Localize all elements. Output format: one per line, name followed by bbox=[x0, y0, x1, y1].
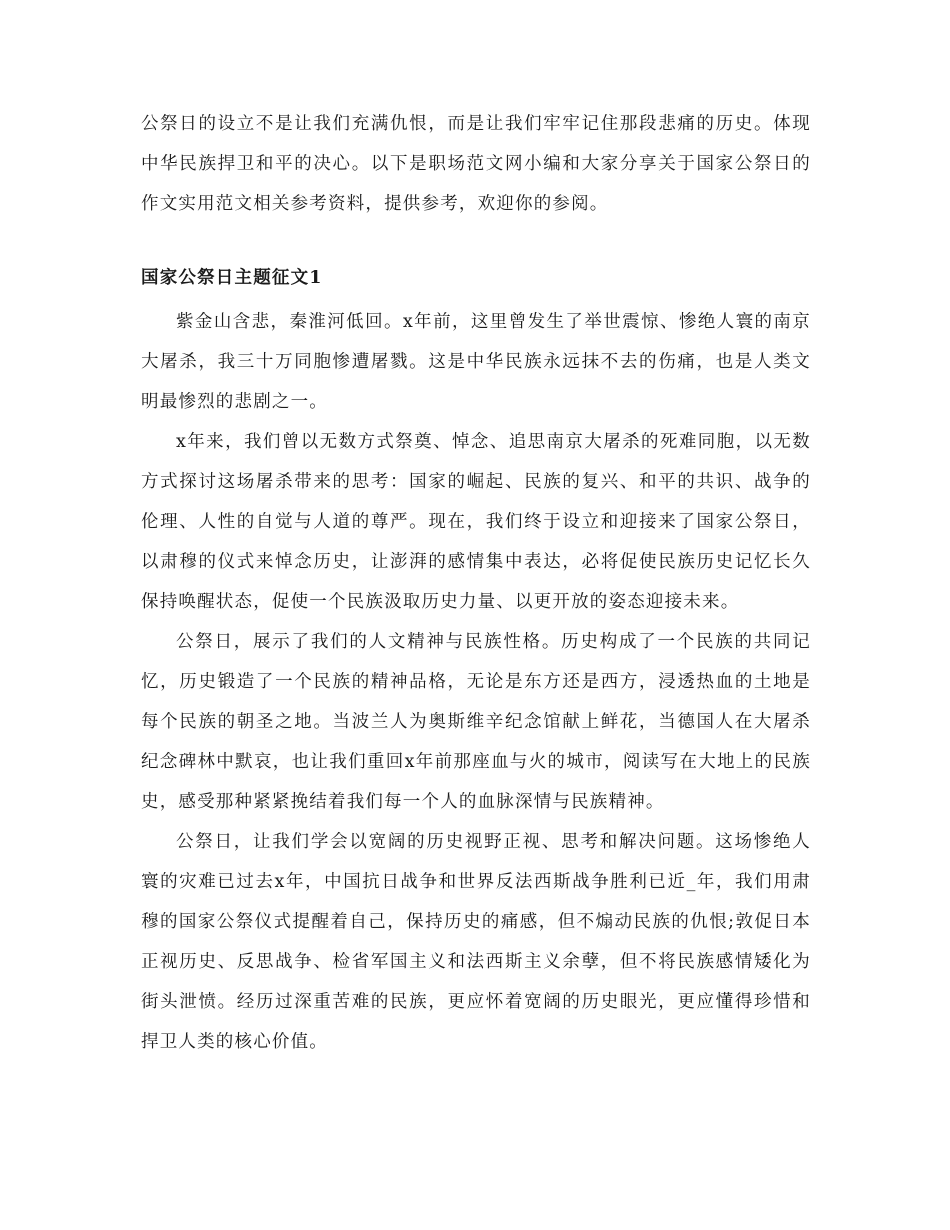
body-paragraph-1: 紫金山含悲，秦淮河低回。x年前，这里曾发生了举世震惊、惨绝人寰的南京大屠杀，我三十万同胞惨遭屠戮。这是中华民族永远抹不去的伤痛，也是人类文明最惨烈的悲剧之一。 bbox=[141, 312, 811, 412]
document-body bbox=[141, 104, 811, 1062]
intro-paragraph: 公祭日的设立不是让我们充满仇恨，而是让我们牢牢记住那段悲痛的历史。体现中华民族捍卫和平的决心。以下是职场范文网小编和大家分享关于国家公祭日的作文实用范文相关参考资料，提供参考，欢迎你的参阅。 bbox=[141, 114, 811, 214]
body-paragraph-2: x年来，我们曾以无数方式祭奠、悼念、追思南京大屠杀的死难同胞，以无数方式探讨这场屠杀带来的思考：国家的崛起、民族的复兴、和平的共识、战争的伦理、人性的自觉与人道的尊严。现在，我们终于设立和迎接来了国家公祭日，以肃穆的仪式来悼念历史，让澎湃的感情集中表达，必将促使民族历史记忆长久保持唤醒状态，促使一个民族汲取历史力量、以更开放的姿态迎接未来。 bbox=[141, 432, 811, 612]
body-paragraph-4: 公祭日，让我们学会以宽阔的历史视野正视、思考和解决问题。这场惨绝人寰的灾难已过去x年，中国抗日战争和世界反法西斯战争胜利已近_年，我们用肃穆的国家公祭仪式提醒着自己，保持历史的痛感，但不煽动民族的仇恨;敦促日本正视历史、反思战争、检省军国主义和法西斯主义余孽，但不将民族感情矮化为街头泄愤。经历过深重苦难的民族，更应怀着宽阔的历史眼光，更应懂得珍惜和捍卫人类的核心价值。 bbox=[141, 832, 811, 1052]
section-heading: 国家公祭日主题征文1 bbox=[141, 268, 323, 288]
body-paragraph-3: 公祭日，展示了我们的人文精神与民族性格。历史构成了一个民族的共同记忆，历史锻造了一个民族的精神品格，无论是东方还是西方，浸透热血的土地是每个民族的朝圣之地。当波兰人为奥斯维辛纪念馆献上鲜花，当德国人在大屠杀纪念碑林中默哀，也让我们重回x年前那座血与火的城市，阅读写在大地上的民族史，感受那种紧紧挽结着我们每一个人的血脉深情与民族精神。 bbox=[141, 632, 811, 812]
